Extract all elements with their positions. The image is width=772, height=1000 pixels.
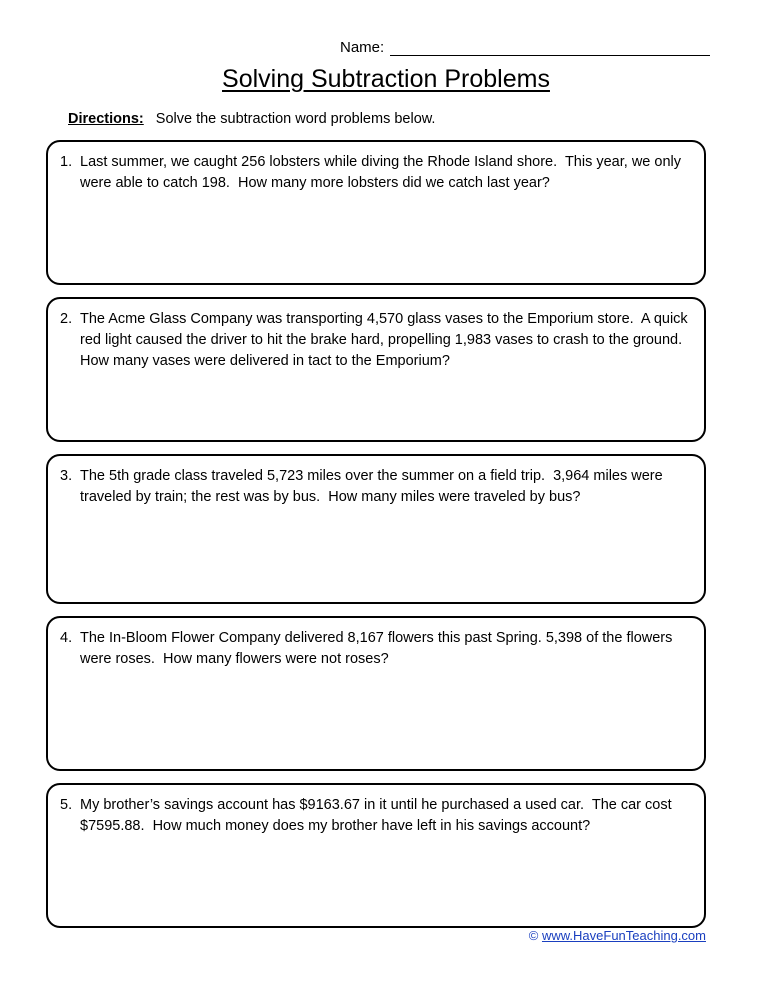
problem-text: My brother’s savings account has $9163.67 in it until he purchased a used car. The car cost $7595.88. How much money does my brother have left in his savings account? xyxy=(80,797,676,834)
problem-item[interactable] xyxy=(46,616,706,771)
problem-content xyxy=(60,309,690,372)
problem-content xyxy=(60,795,690,837)
problem-text: Last summer, we caught 256 lobsters while diving the Rhode Island shore. This year, we only were able to catch 198. How many more lobsters did we catch last year? xyxy=(80,154,686,191)
problem-content xyxy=(60,152,690,194)
name-input-line[interactable] xyxy=(390,40,710,56)
problem-number: 5. xyxy=(60,797,73,813)
problem-number: 1. xyxy=(60,154,73,170)
problem-number: 4. xyxy=(60,630,73,646)
page-title: Solving Subtraction Problems xyxy=(222,65,550,93)
problem-item[interactable] xyxy=(46,140,706,285)
problem-text: The In-Bloom Flower Company delivered 8,167 flowers this past Spring. 5,398 of the flowers were roses. How many flowers were not roses? xyxy=(80,630,677,667)
name-field-row xyxy=(340,40,710,56)
problem-item[interactable] xyxy=(46,783,706,928)
directions-text: Solve the subtraction word problems below. xyxy=(155,111,436,127)
directions xyxy=(68,110,435,128)
name-label: Name: xyxy=(340,39,385,56)
problem-list xyxy=(46,140,706,940)
problem-content xyxy=(60,466,690,508)
problem-item[interactable] xyxy=(46,454,706,604)
problem-content xyxy=(60,628,690,670)
problem-text: The 5th grade class traveled 5,723 miles over the summer on a field trip. 3,964 miles were traveled by train; the rest was by bus. How many miles were traveled by bus? xyxy=(80,468,667,505)
website-link[interactable]: www.HaveFunTeaching.com xyxy=(541,928,706,943)
problem-item[interactable] xyxy=(46,297,706,442)
footer xyxy=(0,928,772,944)
problem-text: The Acme Glass Company was transporting 4,570 glass vases to the Emporium store. A quick red light caused the driver to hit the brake hard, propelling 1,983 vases to crash to the ground. How many vases were delivered in tact to the Emporium? xyxy=(80,311,692,369)
copyright-symbol: © xyxy=(528,928,539,943)
problem-number: 2. xyxy=(60,311,73,327)
problem-number: 3. xyxy=(60,468,73,484)
directions-label: Directions: xyxy=(68,111,144,127)
